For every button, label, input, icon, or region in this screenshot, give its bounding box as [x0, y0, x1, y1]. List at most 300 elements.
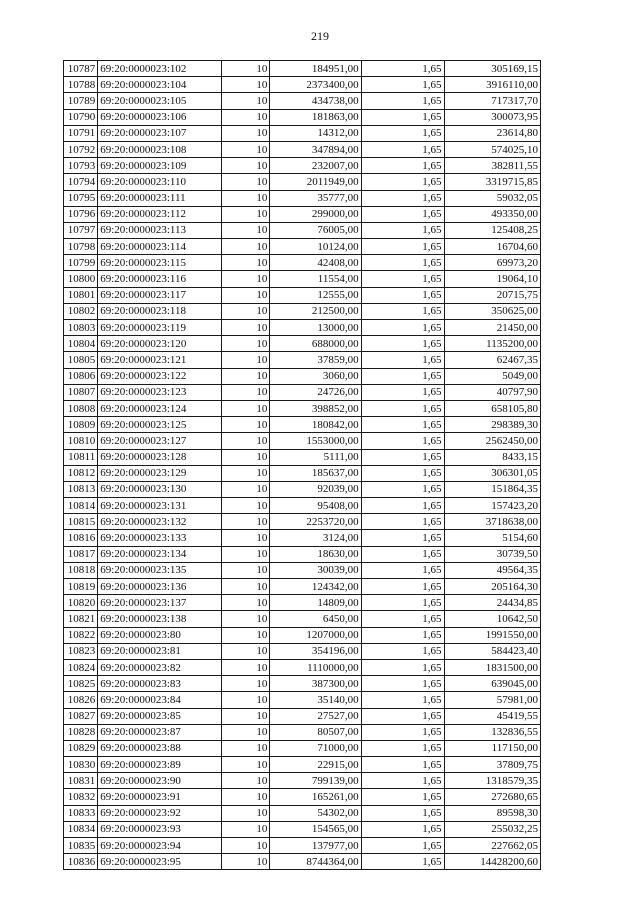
- table-row: [64, 692, 541, 708]
- cadastral-number-cell: 69:20:0000023:85: [98, 708, 221, 724]
- total-cell: 1135200,00: [444, 336, 540, 352]
- table-row: [64, 336, 541, 352]
- rate-cell: 10: [221, 336, 270, 352]
- row-number-cell: 10795: [64, 190, 98, 206]
- table-row: [64, 708, 541, 724]
- row-number-cell: 10808: [64, 400, 98, 416]
- total-cell: 37809,75: [444, 757, 540, 773]
- cadastral-number-cell: 69:20:0000023:102: [98, 61, 221, 77]
- coefficient-cell: 1,65: [361, 190, 444, 206]
- row-number-cell: 10820: [64, 595, 98, 611]
- cadastral-number-cell: 69:20:0000023:108: [98, 141, 221, 157]
- coefficient-cell: 1,65: [361, 336, 444, 352]
- rate-cell: 10: [221, 320, 270, 336]
- table-row: [64, 190, 541, 206]
- table-row: [64, 773, 541, 789]
- cadastral-number-cell: 69:20:0000023:115: [98, 255, 221, 271]
- total-cell: 1991550,00: [444, 627, 540, 643]
- coefficient-cell: 1,65: [361, 627, 444, 643]
- coefficient-cell: 1,65: [361, 433, 444, 449]
- area-cell: 2373400,00: [270, 77, 361, 93]
- table-row: [64, 562, 541, 578]
- rate-cell: 10: [221, 740, 270, 756]
- cadastral-number-cell: 69:20:0000023:119: [98, 320, 221, 336]
- coefficient-cell: 1,65: [361, 400, 444, 416]
- table-row: [64, 805, 541, 821]
- cadastral-number-cell: 69:20:0000023:111: [98, 190, 221, 206]
- coefficient-cell: 1,65: [361, 271, 444, 287]
- area-cell: 2011949,00: [270, 174, 361, 190]
- cadastral-number-cell: 69:20:0000023:135: [98, 562, 221, 578]
- cadastral-number-cell: 69:20:0000023:84: [98, 692, 221, 708]
- coefficient-cell: 1,65: [361, 206, 444, 222]
- row-number-cell: 10788: [64, 77, 98, 93]
- rate-cell: 10: [221, 222, 270, 238]
- area-cell: 42408,00: [270, 255, 361, 271]
- coefficient-cell: 1,65: [361, 320, 444, 336]
- row-number-cell: 10790: [64, 109, 98, 125]
- rate-cell: 10: [221, 708, 270, 724]
- cadastral-number-cell: 69:20:0000023:87: [98, 724, 221, 740]
- cadastral-number-cell: 69:20:0000023:112: [98, 206, 221, 222]
- cadastral-number-cell: 69:20:0000023:90: [98, 773, 221, 789]
- coefficient-cell: 1,65: [361, 595, 444, 611]
- total-cell: 30739,50: [444, 546, 540, 562]
- table-row: [64, 93, 541, 109]
- row-number-cell: 10823: [64, 643, 98, 659]
- total-cell: 584423,40: [444, 643, 540, 659]
- row-number-cell: 10802: [64, 303, 98, 319]
- area-cell: 434738,00: [270, 93, 361, 109]
- coefficient-cell: 1,65: [361, 174, 444, 190]
- table-row: [64, 627, 541, 643]
- data-table: [63, 60, 541, 870]
- coefficient-cell: 1,65: [361, 854, 444, 870]
- row-number-cell: 10796: [64, 206, 98, 222]
- total-cell: 717317,70: [444, 93, 540, 109]
- total-cell: 5049,00: [444, 368, 540, 384]
- total-cell: 45419,55: [444, 708, 540, 724]
- row-number-cell: 10822: [64, 627, 98, 643]
- total-cell: 298389,30: [444, 417, 540, 433]
- coefficient-cell: 1,65: [361, 773, 444, 789]
- row-number-cell: 10830: [64, 757, 98, 773]
- rate-cell: 10: [221, 724, 270, 740]
- total-cell: 3916110,00: [444, 77, 540, 93]
- area-cell: 30039,00: [270, 562, 361, 578]
- cadastral-number-cell: 69:20:0000023:118: [98, 303, 221, 319]
- row-number-cell: 10799: [64, 255, 98, 271]
- rate-cell: 10: [221, 611, 270, 627]
- table-row: [64, 239, 541, 255]
- row-number-cell: 10807: [64, 384, 98, 400]
- area-cell: 14809,00: [270, 595, 361, 611]
- table-row: [64, 643, 541, 659]
- cadastral-number-cell: 69:20:0000023:134: [98, 546, 221, 562]
- total-cell: 40797,90: [444, 384, 540, 400]
- table-row: [64, 433, 541, 449]
- coefficient-cell: 1,65: [361, 384, 444, 400]
- rate-cell: 10: [221, 109, 270, 125]
- table-row: [64, 611, 541, 627]
- row-number-cell: 10821: [64, 611, 98, 627]
- table-row: [64, 530, 541, 546]
- rate-cell: 10: [221, 514, 270, 530]
- table-row: [64, 206, 541, 222]
- coefficient-cell: 1,65: [361, 239, 444, 255]
- table-row: [64, 854, 541, 870]
- cadastral-number-cell: 69:20:0000023:109: [98, 158, 221, 174]
- cadastral-number-cell: 69:20:0000023:114: [98, 239, 221, 255]
- row-number-cell: 10834: [64, 821, 98, 837]
- total-cell: 16704,60: [444, 239, 540, 255]
- table-row: [64, 255, 541, 271]
- row-number-cell: 10832: [64, 789, 98, 805]
- coefficient-cell: 1,65: [361, 740, 444, 756]
- rate-cell: 10: [221, 158, 270, 174]
- rate-cell: 10: [221, 676, 270, 692]
- row-number-cell: 10789: [64, 93, 98, 109]
- total-cell: 305169,15: [444, 61, 540, 77]
- coefficient-cell: 1,65: [361, 222, 444, 238]
- table-row: [64, 141, 541, 157]
- total-cell: 350625,00: [444, 303, 540, 319]
- cadastral-number-cell: 69:20:0000023:125: [98, 417, 221, 433]
- row-number-cell: 10811: [64, 449, 98, 465]
- coefficient-cell: 1,65: [361, 643, 444, 659]
- area-cell: 6450,00: [270, 611, 361, 627]
- cadastral-number-cell: 69:20:0000023:131: [98, 498, 221, 514]
- rate-cell: 10: [221, 255, 270, 271]
- area-cell: 688000,00: [270, 336, 361, 352]
- row-number-cell: 10824: [64, 659, 98, 675]
- row-number-cell: 10804: [64, 336, 98, 352]
- total-cell: 227662,05: [444, 838, 540, 854]
- rate-cell: 10: [221, 449, 270, 465]
- coefficient-cell: 1,65: [361, 465, 444, 481]
- area-cell: 13000,00: [270, 320, 361, 336]
- rate-cell: 10: [221, 659, 270, 675]
- row-number-cell: 10814: [64, 498, 98, 514]
- rate-cell: 10: [221, 239, 270, 255]
- row-number-cell: 10819: [64, 579, 98, 595]
- row-number-cell: 10816: [64, 530, 98, 546]
- rate-cell: 10: [221, 465, 270, 481]
- total-cell: 157423,20: [444, 498, 540, 514]
- area-cell: 299000,00: [270, 206, 361, 222]
- page-number: 219: [311, 29, 329, 43]
- rate-cell: 10: [221, 546, 270, 562]
- row-number-cell: 10813: [64, 481, 98, 497]
- row-number-cell: 10826: [64, 692, 98, 708]
- rate-cell: 10: [221, 595, 270, 611]
- area-cell: 180842,00: [270, 417, 361, 433]
- cadastral-number-cell: 69:20:0000023:83: [98, 676, 221, 692]
- coefficient-cell: 1,65: [361, 287, 444, 303]
- total-cell: 14428200,60: [444, 854, 540, 870]
- rate-cell: 10: [221, 384, 270, 400]
- rate-cell: 10: [221, 77, 270, 93]
- rate-cell: 10: [221, 838, 270, 854]
- area-cell: 2253720,00: [270, 514, 361, 530]
- coefficient-cell: 1,65: [361, 724, 444, 740]
- rate-cell: 10: [221, 125, 270, 141]
- area-cell: 398852,00: [270, 400, 361, 416]
- table-row: [64, 498, 541, 514]
- row-number-cell: 10792: [64, 141, 98, 157]
- area-cell: 137977,00: [270, 838, 361, 854]
- row-number-cell: 10794: [64, 174, 98, 190]
- rate-cell: 10: [221, 643, 270, 659]
- row-number-cell: 10818: [64, 562, 98, 578]
- row-number-cell: 10803: [64, 320, 98, 336]
- row-number-cell: 10801: [64, 287, 98, 303]
- area-cell: 35140,00: [270, 692, 361, 708]
- coefficient-cell: 1,65: [361, 514, 444, 530]
- rate-cell: 10: [221, 141, 270, 157]
- area-cell: 212500,00: [270, 303, 361, 319]
- area-cell: 92039,00: [270, 481, 361, 497]
- coefficient-cell: 1,65: [361, 838, 444, 854]
- area-cell: 12555,00: [270, 287, 361, 303]
- coefficient-cell: 1,65: [361, 692, 444, 708]
- total-cell: 3319715,85: [444, 174, 540, 190]
- row-number-cell: 10791: [64, 125, 98, 141]
- coefficient-cell: 1,65: [361, 611, 444, 627]
- rate-cell: 10: [221, 303, 270, 319]
- table-row: [64, 514, 541, 530]
- cadastral-number-cell: 69:20:0000023:122: [98, 368, 221, 384]
- row-number-cell: 10800: [64, 271, 98, 287]
- total-cell: 5154,60: [444, 530, 540, 546]
- table-row: [64, 368, 541, 384]
- coefficient-cell: 1,65: [361, 125, 444, 141]
- area-cell: 799139,00: [270, 773, 361, 789]
- area-cell: 232007,00: [270, 158, 361, 174]
- table-row: [64, 740, 541, 756]
- coefficient-cell: 1,65: [361, 141, 444, 157]
- rate-cell: 10: [221, 368, 270, 384]
- row-number-cell: 10825: [64, 676, 98, 692]
- cadastral-number-cell: 69:20:0000023:82: [98, 659, 221, 675]
- cadastral-number-cell: 69:20:0000023:138: [98, 611, 221, 627]
- area-cell: 3060,00: [270, 368, 361, 384]
- cadastral-number-cell: 69:20:0000023:124: [98, 400, 221, 416]
- area-cell: 124342,00: [270, 579, 361, 595]
- total-cell: 23614,80: [444, 125, 540, 141]
- total-cell: 69973,20: [444, 255, 540, 271]
- area-cell: 354196,00: [270, 643, 361, 659]
- area-cell: 18630,00: [270, 546, 361, 562]
- cadastral-number-cell: 69:20:0000023:120: [98, 336, 221, 352]
- row-number-cell: 10835: [64, 838, 98, 854]
- rate-cell: 10: [221, 352, 270, 368]
- table-row: [64, 789, 541, 805]
- cadastral-number-cell: 69:20:0000023:80: [98, 627, 221, 643]
- table-row: [64, 303, 541, 319]
- area-cell: 24726,00: [270, 384, 361, 400]
- table-row: [64, 546, 541, 562]
- coefficient-cell: 1,65: [361, 530, 444, 546]
- coefficient-cell: 1,65: [361, 757, 444, 773]
- cadastral-number-cell: 69:20:0000023:127: [98, 433, 221, 449]
- coefficient-cell: 1,65: [361, 789, 444, 805]
- cadastral-number-cell: 69:20:0000023:91: [98, 789, 221, 805]
- table-row: [64, 676, 541, 692]
- cadastral-number-cell: 69:20:0000023:133: [98, 530, 221, 546]
- cadastral-number-cell: 69:20:0000023:123: [98, 384, 221, 400]
- table-row: [64, 158, 541, 174]
- coefficient-cell: 1,65: [361, 449, 444, 465]
- table-row: [64, 449, 541, 465]
- area-cell: 35777,00: [270, 190, 361, 206]
- total-cell: 205164,30: [444, 579, 540, 595]
- area-cell: 181863,00: [270, 109, 361, 125]
- total-cell: 493350,00: [444, 206, 540, 222]
- area-cell: 165261,00: [270, 789, 361, 805]
- rate-cell: 10: [221, 854, 270, 870]
- area-cell: 5111,00: [270, 449, 361, 465]
- area-cell: 27527,00: [270, 708, 361, 724]
- table-row: [64, 821, 541, 837]
- coefficient-cell: 1,65: [361, 255, 444, 271]
- rate-cell: 10: [221, 206, 270, 222]
- cadastral-number-cell: 69:20:0000023:81: [98, 643, 221, 659]
- rate-cell: 10: [221, 789, 270, 805]
- total-cell: 272680,65: [444, 789, 540, 805]
- total-cell: 3718638,00: [444, 514, 540, 530]
- row-number-cell: 10787: [64, 61, 98, 77]
- rate-cell: 10: [221, 579, 270, 595]
- total-cell: 2562450,00: [444, 433, 540, 449]
- total-cell: 24434,85: [444, 595, 540, 611]
- cadastral-number-cell: 69:20:0000023:94: [98, 838, 221, 854]
- coefficient-cell: 1,65: [361, 562, 444, 578]
- table-row: [64, 271, 541, 287]
- cadastral-number-cell: 69:20:0000023:128: [98, 449, 221, 465]
- table-row: [64, 757, 541, 773]
- row-number-cell: 10831: [64, 773, 98, 789]
- row-number-cell: 10828: [64, 724, 98, 740]
- area-cell: 387300,00: [270, 676, 361, 692]
- area-cell: 1110000,00: [270, 659, 361, 675]
- rate-cell: 10: [221, 61, 270, 77]
- rate-cell: 10: [221, 498, 270, 514]
- total-cell: 49564,35: [444, 562, 540, 578]
- table-row: [64, 595, 541, 611]
- total-cell: 151864,35: [444, 481, 540, 497]
- row-number-cell: 10798: [64, 239, 98, 255]
- total-cell: 8433,15: [444, 449, 540, 465]
- table-row: [64, 579, 541, 595]
- table-row: [64, 125, 541, 141]
- row-number-cell: 10817: [64, 546, 98, 562]
- coefficient-cell: 1,65: [361, 708, 444, 724]
- cadastral-number-cell: 69:20:0000023:88: [98, 740, 221, 756]
- area-cell: 14312,00: [270, 125, 361, 141]
- total-cell: 255032,25: [444, 821, 540, 837]
- coefficient-cell: 1,65: [361, 368, 444, 384]
- table-row: [64, 400, 541, 416]
- area-cell: 22915,00: [270, 757, 361, 773]
- area-cell: 185637,00: [270, 465, 361, 481]
- coefficient-cell: 1,65: [361, 61, 444, 77]
- total-cell: 125408,25: [444, 222, 540, 238]
- cadastral-number-cell: 69:20:0000023:136: [98, 579, 221, 595]
- area-cell: 154565,00: [270, 821, 361, 837]
- cadastral-number-cell: 69:20:0000023:121: [98, 352, 221, 368]
- rate-cell: 10: [221, 692, 270, 708]
- cadastral-number-cell: 69:20:0000023:137: [98, 595, 221, 611]
- table-row: [64, 417, 541, 433]
- table-row: [64, 724, 541, 740]
- area-cell: 80507,00: [270, 724, 361, 740]
- cadastral-number-cell: 69:20:0000023:113: [98, 222, 221, 238]
- row-number-cell: 10812: [64, 465, 98, 481]
- table-row: [64, 465, 541, 481]
- total-cell: 57981,00: [444, 692, 540, 708]
- table-row: [64, 659, 541, 675]
- total-cell: 20715,75: [444, 287, 540, 303]
- row-number-cell: 10833: [64, 805, 98, 821]
- coefficient-cell: 1,65: [361, 676, 444, 692]
- table-row: [64, 109, 541, 125]
- area-cell: 1553000,00: [270, 433, 361, 449]
- table-row: [64, 320, 541, 336]
- area-cell: 71000,00: [270, 740, 361, 756]
- total-cell: 10642,50: [444, 611, 540, 627]
- total-cell: 300073,95: [444, 109, 540, 125]
- area-cell: 184951,00: [270, 61, 361, 77]
- row-number-cell: 10829: [64, 740, 98, 756]
- row-number-cell: 10793: [64, 158, 98, 174]
- coefficient-cell: 1,65: [361, 481, 444, 497]
- area-cell: 347894,00: [270, 141, 361, 157]
- row-number-cell: 10805: [64, 352, 98, 368]
- area-cell: 54302,00: [270, 805, 361, 821]
- cadastral-number-cell: 69:20:0000023:117: [98, 287, 221, 303]
- area-cell: 8744364,00: [270, 854, 361, 870]
- rate-cell: 10: [221, 805, 270, 821]
- area-cell: 76005,00: [270, 222, 361, 238]
- area-cell: 37859,00: [270, 352, 361, 368]
- table-row: [64, 352, 541, 368]
- coefficient-cell: 1,65: [361, 352, 444, 368]
- area-cell: 11554,00: [270, 271, 361, 287]
- row-number-cell: 10810: [64, 433, 98, 449]
- area-cell: 1207000,00: [270, 627, 361, 643]
- total-cell: 117150,00: [444, 740, 540, 756]
- cadastral-number-cell: 69:20:0000023:93: [98, 821, 221, 837]
- area-cell: 95408,00: [270, 498, 361, 514]
- cadastral-number-cell: 69:20:0000023:132: [98, 514, 221, 530]
- coefficient-cell: 1,65: [361, 821, 444, 837]
- table-row: [64, 222, 541, 238]
- area-cell: 3124,00: [270, 530, 361, 546]
- coefficient-cell: 1,65: [361, 498, 444, 514]
- row-number-cell: 10836: [64, 854, 98, 870]
- total-cell: 62467,35: [444, 352, 540, 368]
- coefficient-cell: 1,65: [361, 303, 444, 319]
- total-cell: 19064,10: [444, 271, 540, 287]
- row-number-cell: 10797: [64, 222, 98, 238]
- cadastral-number-cell: 69:20:0000023:95: [98, 854, 221, 870]
- cadastral-number-cell: 69:20:0000023:89: [98, 757, 221, 773]
- coefficient-cell: 1,65: [361, 158, 444, 174]
- total-cell: 1831500,00: [444, 659, 540, 675]
- cadastral-number-cell: 69:20:0000023:129: [98, 465, 221, 481]
- total-cell: 59032,05: [444, 190, 540, 206]
